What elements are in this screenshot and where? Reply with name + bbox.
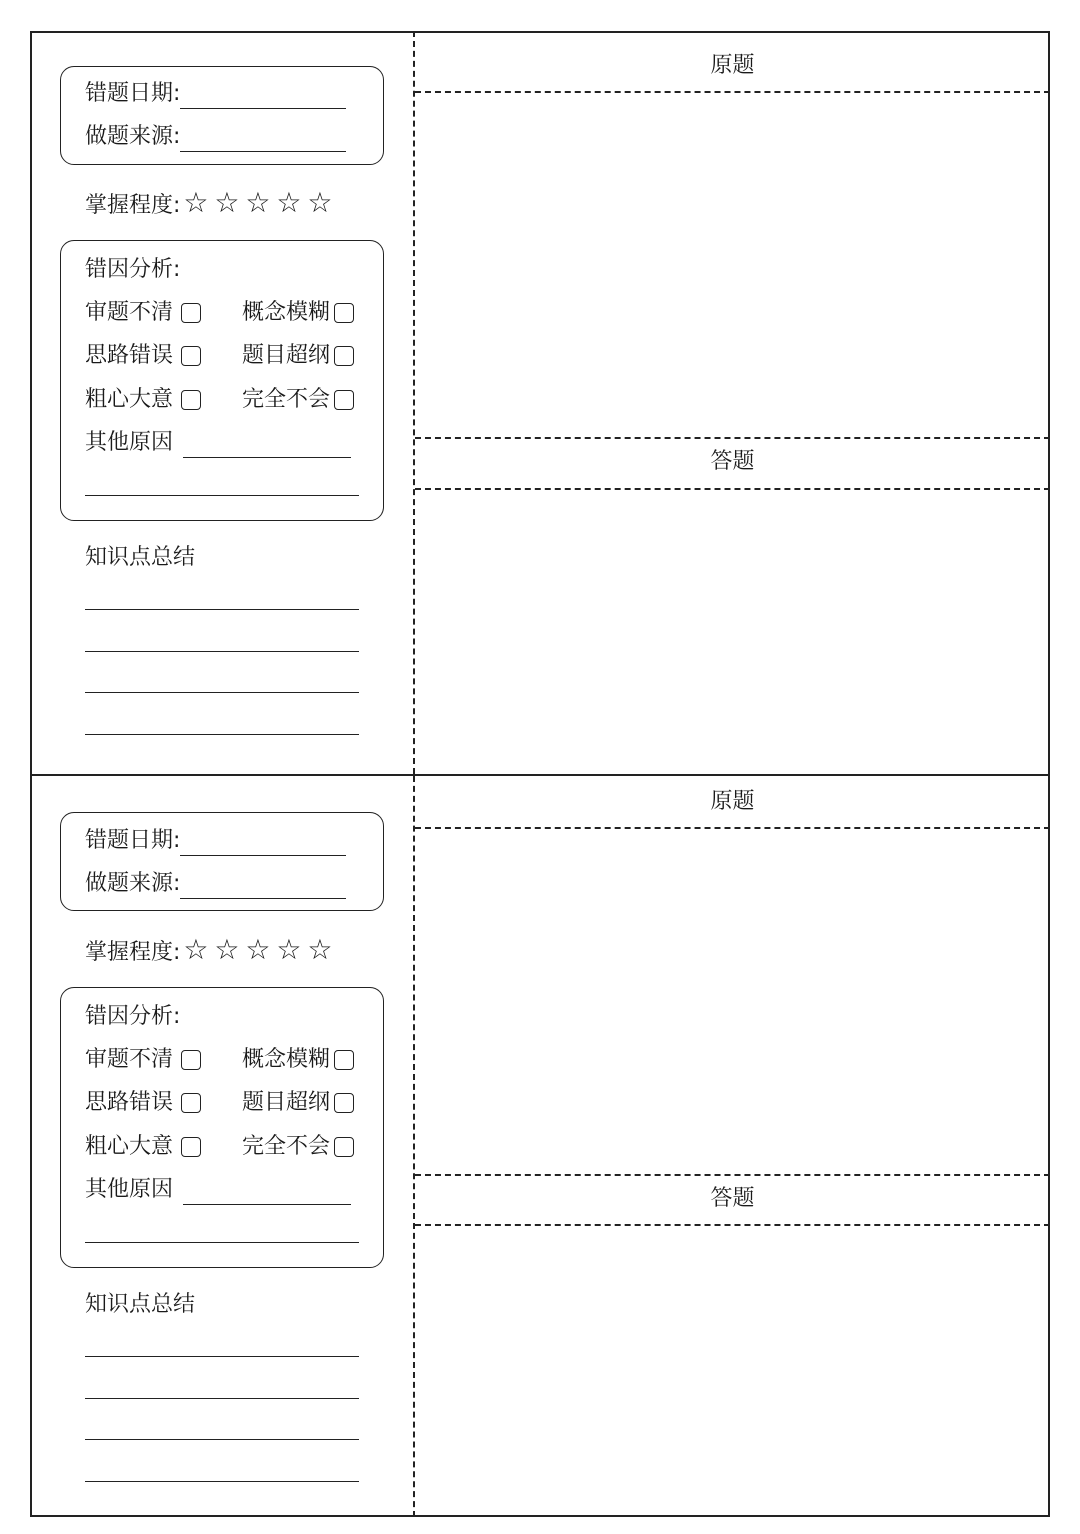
answer-section-title: 答题 <box>710 449 755 474</box>
star-icon[interactable]: ☆ <box>307 933 333 966</box>
reason-label: 粗心大意 <box>85 387 174 412</box>
reason-label: 完全不会 <box>242 387 331 412</box>
reason-checkbox[interactable] <box>181 346 201 366</box>
section-divider <box>415 488 1050 490</box>
other-reason-label: 其他原因 <box>85 430 174 455</box>
reason-option[interactable] <box>242 385 354 415</box>
reason-checkbox[interactable] <box>181 1137 201 1157</box>
reason-option[interactable] <box>242 1045 354 1075</box>
summary-title: 知识点总结 <box>85 1292 196 1317</box>
section-divider <box>415 91 1050 93</box>
reason-label: 粗心大意 <box>85 1134 174 1159</box>
reason-checkbox[interactable] <box>334 1137 354 1157</box>
summary-line[interactable] <box>85 1356 359 1357</box>
summary-line[interactable] <box>85 1439 359 1440</box>
other-reason-line[interactable] <box>85 495 359 496</box>
source-label: 做题来源: <box>85 124 181 149</box>
other-reason-row <box>85 1175 351 1205</box>
analysis-title: 错因分析: <box>85 1004 181 1029</box>
reason-checkbox[interactable] <box>181 303 201 323</box>
reason-option[interactable] <box>85 298 201 328</box>
reason-option[interactable] <box>85 1045 201 1075</box>
reason-option[interactable] <box>242 298 354 328</box>
mastery-row <box>85 935 335 965</box>
reason-label: 思路错误 <box>85 343 174 368</box>
column-divider <box>413 31 415 774</box>
source-row <box>85 122 346 152</box>
reason-checkbox[interactable] <box>334 346 354 366</box>
mastery-label: 掌握程度: <box>85 940 181 965</box>
reason-option[interactable] <box>85 341 201 371</box>
other-reason-line[interactable] <box>85 1242 359 1243</box>
date-label: 错题日期: <box>85 828 181 853</box>
reason-checkbox[interactable] <box>181 1050 201 1070</box>
section-divider <box>415 1174 1050 1176</box>
reason-label: 题目超纲 <box>242 343 331 368</box>
reason-option[interactable] <box>242 1088 354 1118</box>
other-reason-row <box>85 428 351 458</box>
reason-label: 概念模糊 <box>242 300 331 325</box>
mastery-row <box>85 188 335 218</box>
column-divider <box>413 776 415 1517</box>
date-label: 错题日期: <box>85 81 181 106</box>
reason-option[interactable] <box>242 341 354 371</box>
reason-label: 审题不清 <box>85 1047 174 1072</box>
source-row <box>85 869 346 899</box>
star-icon[interactable]: ☆ <box>245 186 271 219</box>
summary-line[interactable] <box>85 734 359 735</box>
star-icon[interactable]: ☆ <box>276 186 302 219</box>
summary-line[interactable] <box>85 609 359 610</box>
summary-line[interactable] <box>85 651 359 652</box>
mistake-card-1 <box>30 31 1050 774</box>
question-section-title: 原题 <box>710 53 755 78</box>
reason-option[interactable] <box>85 385 201 415</box>
source-field[interactable] <box>180 876 346 899</box>
other-reason-field[interactable] <box>183 1182 351 1205</box>
reason-option[interactable] <box>85 1132 201 1162</box>
summary-line[interactable] <box>85 1398 359 1399</box>
star-icon[interactable]: ☆ <box>183 186 209 219</box>
date-row <box>85 826 346 856</box>
source-label: 做题来源: <box>85 871 181 896</box>
star-icon[interactable]: ☆ <box>214 186 240 219</box>
section-divider <box>415 1224 1050 1226</box>
other-reason-label: 其他原因 <box>85 1177 174 1202</box>
star-icon[interactable]: ☆ <box>307 186 333 219</box>
date-row <box>85 79 346 109</box>
star-icon[interactable]: ☆ <box>276 933 302 966</box>
mistake-card-2 <box>30 774 1050 1517</box>
summary-line[interactable] <box>85 1481 359 1482</box>
mastery-label: 掌握程度: <box>85 193 181 218</box>
analysis-title: 错因分析: <box>85 257 181 282</box>
reason-checkbox[interactable] <box>334 1050 354 1070</box>
summary-line[interactable] <box>85 692 359 693</box>
question-section-title: 原题 <box>710 789 755 814</box>
date-field[interactable] <box>180 833 346 856</box>
summary-title: 知识点总结 <box>85 545 196 570</box>
reason-label: 概念模糊 <box>242 1047 331 1072</box>
reason-label: 思路错误 <box>85 1090 174 1115</box>
reason-checkbox[interactable] <box>181 1093 201 1113</box>
reason-option[interactable] <box>242 1132 354 1162</box>
reason-label: 审题不清 <box>85 300 174 325</box>
section-divider <box>415 437 1050 439</box>
reason-checkbox[interactable] <box>334 1093 354 1113</box>
reason-checkbox[interactable] <box>334 303 354 323</box>
answer-section-title: 答题 <box>710 1186 755 1211</box>
star-icon[interactable]: ☆ <box>214 933 240 966</box>
reason-option[interactable] <box>85 1088 201 1118</box>
reason-checkbox[interactable] <box>181 390 201 410</box>
star-icon[interactable]: ☆ <box>245 933 271 966</box>
date-field[interactable] <box>180 86 346 109</box>
section-divider <box>415 827 1050 829</box>
reason-checkbox[interactable] <box>334 390 354 410</box>
other-reason-field[interactable] <box>183 435 351 458</box>
source-field[interactable] <box>180 129 346 152</box>
reason-label: 题目超纲 <box>242 1090 331 1115</box>
reason-label: 完全不会 <box>242 1134 331 1159</box>
star-icon[interactable]: ☆ <box>183 933 209 966</box>
